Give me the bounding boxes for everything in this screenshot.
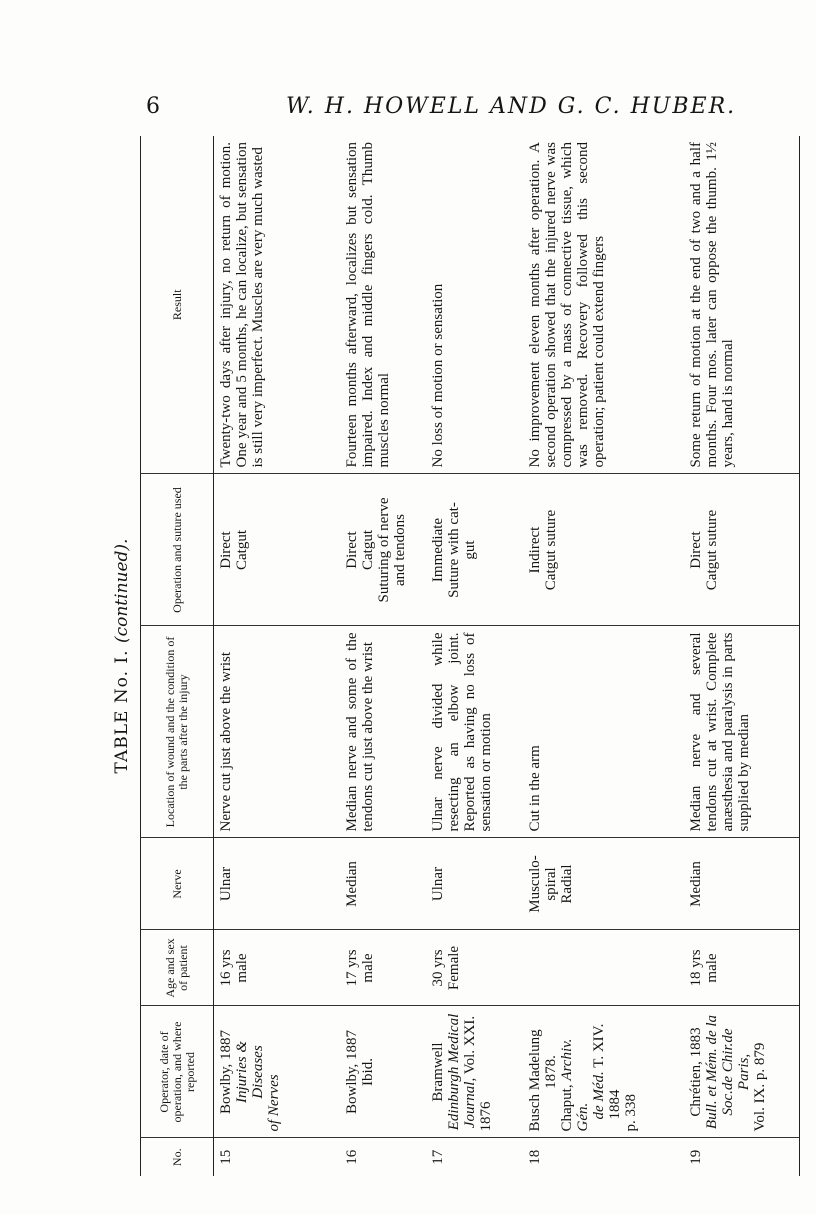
table-row	[523, 136, 684, 1176]
operator-line: 1876	[478, 1101, 494, 1132]
running-head: W. H. HOWELL AND G. C. HUBER.	[286, 94, 737, 119]
operator-line: of Nerves	[266, 1074, 282, 1132]
header-no: No.	[141, 1138, 214, 1176]
cell-no: 18	[523, 1138, 684, 1176]
sex-line: Female	[446, 945, 462, 991]
cell-nerve	[523, 838, 684, 930]
cell-no: 19	[684, 1138, 800, 1176]
cell-no: 17	[426, 1138, 523, 1176]
operator-line: Bramwell	[430, 1042, 446, 1102]
operator-line: Bowlby, 1887	[344, 1029, 361, 1115]
rotated-table-region	[112, 136, 812, 1176]
cell-result: Some return of motion at the end of two and a half months. Four mos. later can oppose the thumb. 1½ years, hand is normal	[684, 136, 800, 474]
cell-operator	[426, 1006, 523, 1138]
cell-result: Fourteen months afterward, localizes but sensation impaired. Index and middle fingers cold. Thumb muscles normal	[344, 142, 393, 468]
operator-journal: de Méd.	[590, 1071, 607, 1120]
table-title-main: TABLE No. I.	[112, 649, 132, 774]
cell-operator	[214, 1006, 341, 1138]
table-row	[684, 136, 800, 1176]
operation-line: Suture with cat-	[446, 502, 462, 598]
operator-line: Bowlby, 1887	[218, 1029, 234, 1115]
age-line: 18 yrs	[687, 949, 704, 987]
age-line: 16 yrs	[218, 949, 234, 987]
cell-nerve	[426, 838, 523, 930]
page-number: 6	[146, 94, 160, 119]
header-operation: Operation and suture used	[141, 474, 214, 626]
cell-operator	[684, 1006, 800, 1138]
cell-location: Cut in the arm	[523, 626, 684, 838]
operation-line: Catgut suture	[703, 509, 720, 591]
cell-operation	[684, 474, 800, 626]
nerve-line: Median	[687, 861, 704, 907]
cell-operation	[426, 474, 523, 626]
cell-age	[426, 930, 523, 1006]
sex-line: male	[360, 953, 377, 983]
cell-nerve	[214, 838, 341, 930]
header-row	[141, 136, 214, 1176]
nerve-line: spiral	[542, 867, 559, 901]
operation-line: Direct	[344, 531, 361, 569]
operator-author: Chaput,	[558, 1084, 575, 1132]
cell-operation	[340, 474, 426, 626]
age-line: 17 yrs	[344, 949, 361, 987]
sex-line: male	[234, 953, 250, 983]
cell-operation	[214, 474, 341, 626]
operator-line: Injuries & Diseases	[234, 1040, 266, 1104]
cell-location: Median nerve and some of the tendons cut just above the wrist	[340, 626, 426, 838]
operation-line: Direct	[687, 531, 704, 569]
header-nerve: Nerve	[141, 838, 214, 930]
header-age: Age and sex of patient	[141, 930, 214, 1006]
nerve-line: Musculo-	[526, 855, 543, 913]
cell-no: 16	[340, 1138, 426, 1176]
table-title	[112, 136, 132, 1176]
operation-line: Catgut	[360, 530, 377, 570]
operator-line: p. 338	[622, 1094, 639, 1132]
cell-operation	[523, 474, 684, 626]
operation-line: Catgut	[234, 530, 250, 570]
cell-no: 15	[214, 1138, 341, 1176]
operator-volume: Vol. XXI.	[462, 1015, 478, 1078]
cell-age	[214, 930, 341, 1006]
nerve-line: Ulnar	[218, 866, 234, 902]
nerve-line: Ulnar	[430, 866, 446, 902]
operator-line: Ibid.	[360, 1058, 377, 1086]
table-title-suffix: (continued).	[112, 538, 132, 644]
cell-age	[523, 930, 684, 1006]
header-operator: Operator, date of operation, and where reported	[141, 1006, 214, 1138]
age-line: 30 yrs	[430, 949, 446, 987]
nerve-line: Radial	[558, 864, 575, 904]
cell-age	[340, 930, 426, 1006]
operation-line: and tendons	[392, 513, 409, 587]
operation-line: Immediate	[430, 517, 446, 583]
operator-line: Vol. IX. p. 879	[751, 1042, 768, 1132]
cell-location: Ulnar nerve divided while resecting an elbow joint. Reported as having no loss of sensation or motion	[426, 626, 523, 838]
nerve-line: Median	[344, 861, 361, 907]
sex-line: male	[703, 953, 720, 983]
operator-line: Chrétien, 1883	[687, 1027, 704, 1117]
cell-result: Twenty-two days after injury, no return of motion. One year and 5 months, he can localize, but sensation is still very imperfect. Muscles are very much wasted	[218, 142, 266, 468]
cell-result: No improvement eleven months after operation. A second operation showed that the injured nerve was compressed by a mass of connective tissue, which was removed. Recovery followed this second operation; patient could extend fingers	[526, 142, 607, 468]
header-location: Location of wound and the condition of the parts after the injury	[141, 626, 214, 838]
operation-line: Suturing of nerve	[376, 497, 393, 603]
operator-line: Soc.de Chir.de Paris,	[719, 1028, 752, 1116]
operator-line: Busch Madelung	[526, 1029, 543, 1132]
table-row	[214, 136, 341, 1176]
operator-journal: Archiv. Gén.	[558, 1038, 591, 1132]
cell-age	[684, 930, 800, 1006]
operation-line: Direct	[218, 531, 234, 569]
cell-result: No loss of motion or sensation	[430, 283, 446, 468]
operator-line: 1878.	[542, 1055, 559, 1089]
cell-operator	[340, 1006, 426, 1138]
operation-line: Indirect	[526, 526, 543, 574]
table-row	[340, 136, 426, 1176]
operator-journal: Journal,	[462, 1077, 478, 1129]
cell-location: Median nerve and several tendons cut at wrist. Complete anæsthesia and paralysis in parts supplied by median	[684, 626, 800, 838]
cell-nerve	[340, 838, 426, 930]
cell-nerve	[684, 838, 800, 930]
operation-line: gut	[462, 540, 478, 560]
cell-operator	[523, 1006, 684, 1138]
cases-table	[140, 136, 800, 1176]
operator-line: Edinburgh Medical	[446, 1013, 462, 1131]
table-row	[426, 136, 523, 1176]
operation-line: Catgut suture	[542, 509, 559, 591]
operator-volume: T. XIV. 1884	[590, 1023, 623, 1120]
header-result: Result	[141, 136, 214, 474]
operator-line: Bull. et Mém. de la	[703, 1014, 720, 1130]
cell-location: Nerve cut just above the wrist	[214, 626, 341, 838]
